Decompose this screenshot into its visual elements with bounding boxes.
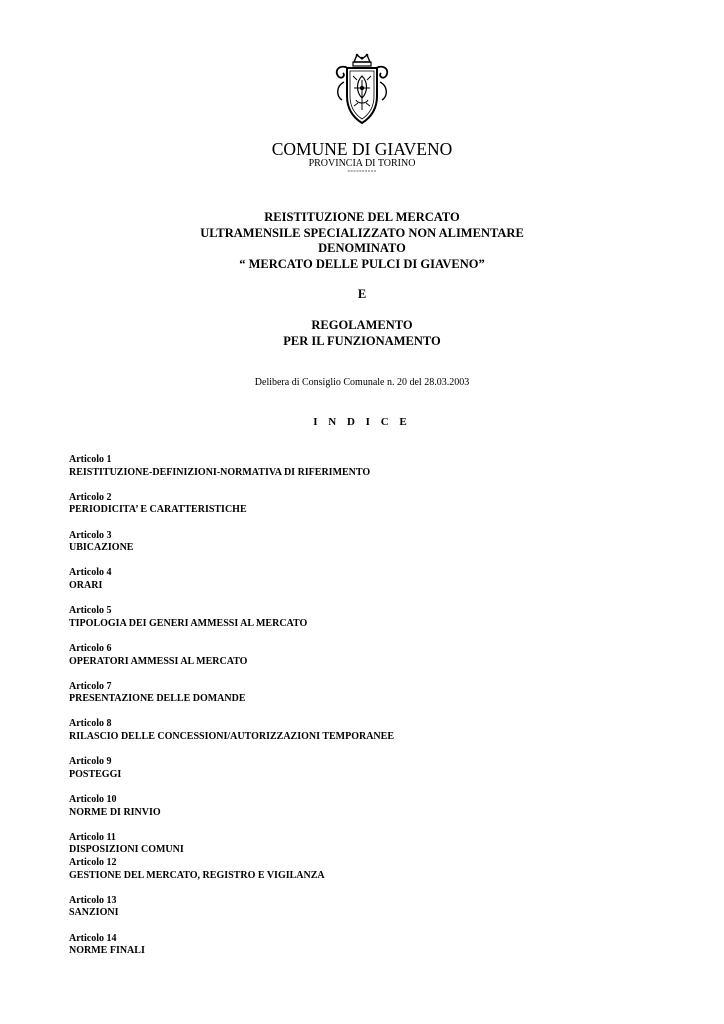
article-label: Articolo 12 xyxy=(69,857,117,868)
title-line: ULTRAMENSILE SPECIALIZZATO NON ALIMENTARE xyxy=(200,225,524,240)
index-entry xyxy=(69,605,689,630)
title-line: “ MERCATO DELLE PULCI DI GIAVENO” xyxy=(239,256,485,271)
document-subtitle xyxy=(0,318,724,349)
article-label: Articolo 3 xyxy=(69,529,112,541)
coat-of-arms-icon xyxy=(330,52,394,126)
article-label: Articolo 7 xyxy=(69,680,112,692)
article-title: DISPOSIZIONI COMUNI xyxy=(69,844,184,856)
article-label: Articolo 10 xyxy=(69,794,117,806)
delibera-reference: Delibera di Consiglio Comunale n. 20 del 28.03.2003 xyxy=(254,377,470,388)
title-line: DENOMINATO xyxy=(318,241,406,255)
index-entry xyxy=(69,718,689,743)
article-label: Articolo 6 xyxy=(69,642,112,654)
index-entry xyxy=(69,895,689,920)
article-label: Articolo 2 xyxy=(69,491,112,503)
title-line: REISTITUZIONE DEL MERCATO xyxy=(264,210,460,224)
article-label: Articolo 14 xyxy=(69,932,117,944)
index-entry xyxy=(69,681,689,706)
article-label: Articolo 13 xyxy=(69,894,117,906)
index-entry xyxy=(69,643,689,668)
subtitle-line: REGOLAMENTO xyxy=(311,318,413,332)
index-entry xyxy=(69,567,689,592)
article-title: UBICAZIONE xyxy=(69,542,134,554)
article-label: Articolo 4 xyxy=(69,567,112,579)
article-label: Articolo 9 xyxy=(69,756,112,768)
article-label: Articolo 11 xyxy=(69,831,116,843)
index-entry xyxy=(69,857,689,882)
document-title xyxy=(0,210,724,272)
article-title: SANZIONI xyxy=(69,907,119,919)
article-title: TIPOLOGIA DEI GENERI AMMESSI AL MERCATO xyxy=(69,617,308,629)
article-title: OPERATORI AMMESSI AL MERCATO xyxy=(69,655,248,667)
article-title: RILASCIO DELLE CONCESSIONI/AUTORIZZAZIONI TEMPORANEE xyxy=(69,731,394,743)
decorative-divider: °°°°°°°°°° xyxy=(347,170,377,176)
article-title: REISTITUZIONE-DEFINIZIONI-NORMATIVA DI RIFERIMENTO xyxy=(69,466,371,478)
provincia-subtitle: PROVINCIA DI TORINO xyxy=(308,158,416,169)
article-title: NORME FINALI xyxy=(69,945,145,957)
title-conjunction: E xyxy=(357,287,367,301)
index-list xyxy=(69,454,689,958)
index-entry xyxy=(69,492,689,517)
article-label: Articolo 8 xyxy=(69,718,112,730)
article-title: POSTEGGI xyxy=(69,768,122,780)
index-entry xyxy=(69,454,689,479)
index-heading: I N D I C E xyxy=(313,416,411,428)
article-label: Articolo 1 xyxy=(69,454,112,465)
article-title: PERIODICITA’ E CARATTERISTICHE xyxy=(69,504,247,516)
article-title: ORARI xyxy=(69,579,103,591)
article-label: Articolo 5 xyxy=(69,605,112,617)
article-title: GESTIONE DEL MERCATO, REGISTRO E VIGILANZA xyxy=(69,869,325,881)
index-entry xyxy=(69,832,689,857)
article-title: NORME DI RINVIO xyxy=(69,806,161,818)
index-entry xyxy=(69,794,689,819)
index-entry xyxy=(69,756,689,781)
subtitle-line: PER IL FUNZIONAMENTO xyxy=(283,333,441,348)
comune-title: COMUNE DI GIAVENO xyxy=(271,139,453,159)
index-entry xyxy=(69,530,689,555)
index-entry xyxy=(69,933,689,958)
article-title: PRESENTAZIONE DELLE DOMANDE xyxy=(69,693,246,705)
